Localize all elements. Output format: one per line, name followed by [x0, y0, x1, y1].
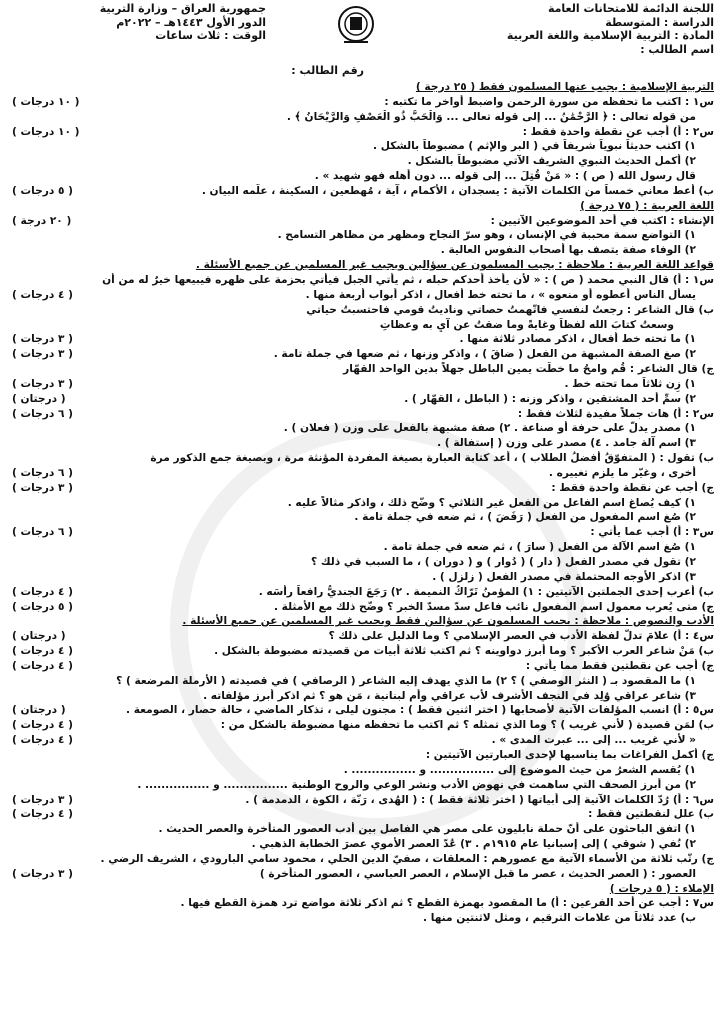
exam-line	[6, 377, 714, 392]
exam-line	[6, 407, 714, 422]
exam-line-text: ب) علل لنقطتين فقط :	[588, 808, 714, 821]
student-number-label: رقم الطالب :	[291, 64, 364, 77]
marks-label: ( ٦ درجات )	[12, 466, 74, 479]
exam-line-text: س٥ : أ) انسب المؤلفات الآتية لأصحابها ( اختر اثنين فقط ) : مجنون ليلى ، تذكار الماضي ، حالة حصار ، الصومعة .	[126, 704, 714, 717]
exam-line-text: ج) أكمل الفراغات بما يناسبها لإحدى العبارتين الآتيتين :	[425, 748, 714, 761]
exam-line	[6, 674, 714, 689]
exam-line-text: ١) ما المقصود بـ ( النثر الوصفي ) ؟ ٢) ما الذي يهدف إليه الشاعر ( الرصافي ) في قصيدته ( الأرملة المرضعة ) ؟	[116, 674, 696, 687]
exam-line-text: يسأل الناس أعطوه أو منعوه » ، ما تحته خط أفعال ، اذكر أبواب أربعة منها .	[305, 288, 696, 301]
exam-line-text: ١) مصدر يدلّ على حرفة أو صناعة . ٢) صفة مشبهة بالفعل على وزن ( فعلان ) .	[283, 422, 696, 435]
exam-line-text: س١ : اكتب ما تحفظه من سورة الرحمن واضبط أواخر ما تكتبه :	[384, 95, 714, 108]
exam-line-text: ب) أعرب إحدى الجملتين الآتيتين : ١) المؤمنُ تَرّاكُ النميمة . ٢) رَجَعَ الجنديُّ رافعاً رأسَه .	[258, 585, 714, 598]
exam-line-text: ٢) صغ الصفة المشبهة من الفعل ( ضاقَ ) ، واذكر وزنها ، ثم ضعها في جملة تامة .	[273, 348, 696, 361]
header-left-line: الوقت : ثلاث ساعات	[155, 29, 266, 42]
exam-line-text: ب) تقول : ( المتفوّقُ أفضلُ الطلاب ) ، أعد كتابة العبارة بصيغة المفردة المؤنثة مرة ، وبصيغة جمع الذكور مرة	[150, 452, 714, 465]
exam-line-text: ٢) من أبرز الصحف التي ساهمت في نهوض الأدب ونشر الوعي والروح الوطنية ................ و ................ .	[137, 778, 696, 791]
exam-line-text: ٢) تقول في مصدر الفعل ( دار ) ( دُوار ) و ( دوران ) ، ما السبب في ذلك ؟	[311, 556, 696, 568]
ministry-emblem-icon	[336, 4, 376, 48]
marks-label: ( ٥ درجات )	[12, 184, 74, 197]
exam-line-text: ١) كيف يُصاغ اسم الفاعل من الفعل غير الثلاثي ؟ وضّح ذلك ، واذكر مثالاً عليه .	[287, 496, 696, 509]
exam-line-text: الأدب والنصوص : ملاحظة : يجيب المسلمون عن سؤالين فقط ويجيب غير المسلمين عن جميع الأسئلة .	[182, 615, 714, 628]
exam-line-text: ١) يُقسم الشعرُ من حيث الموضوع إلى ................ و ................ .	[343, 763, 696, 776]
exam-line	[6, 718, 714, 733]
exam-line-text: س٤ : أ) علامَ تدلّ لفظة الأدب في العصر الإسلامي ؟ وما الدليل على ذلك ؟	[328, 630, 714, 643]
exam-line-text: س٢ : أ) أجب عن نقطة واحدة فقط :	[522, 125, 714, 138]
marks-label: ( ٣ درجات )	[12, 333, 74, 346]
exam-header	[6, 2, 714, 72]
exam-line-text: ١) ما تحته خط أفعال ، اذكر مصادر ثلاثة منها .	[459, 333, 696, 346]
header-left-line: الدور الأول ١٤٤٣هـ – ٢٠٢٢م	[116, 15, 266, 29]
header-right-line: اسم الطالب :	[640, 42, 714, 56]
exam-line	[6, 288, 714, 303]
exam-line-text: ٢) أكمل الحديث النبوي الشريف الآتي مضبوطاً بالشكل .	[407, 155, 696, 168]
exam-body	[6, 80, 714, 926]
exam-line-text: ١) اكتب حديثاً نبوياً شريفاً في ( البر والإثم ) مضبوطاً بالشكل .	[373, 140, 696, 153]
exam-line-text: ٢) نُفي ( شوقي ) إلى إسبانيا عام ١٩١٥م . ٣) عُدّ العصر الأموي عصرَ الخطابة الذهبي .	[251, 838, 696, 851]
exam-line-text: س٢ : أ) هات جملاً مفيدة لثلاث فقط :	[517, 407, 714, 420]
exam-line-text: قال رسول الله ( ص ) : « مَنْ قُتِلَ ... إلى قوله ... دون أهله فهو شهيد » .	[314, 170, 696, 183]
exam-line	[6, 184, 714, 199]
exam-line	[6, 332, 714, 347]
exam-line-text: الإملاء : ( ٥ درجات )	[609, 882, 714, 895]
exam-line	[6, 793, 714, 808]
exam-line	[6, 911, 714, 926]
exam-line-text: اللغة العربية : ( ٧٥ درجة )	[580, 199, 714, 212]
exam-line-text: ج) متى يُعرب معمول اسم المفعول نائب فاعل سدّ مسدّ الخبر ؟ وضّح ذلك مع الأمثلة .	[273, 600, 714, 613]
exam-line	[6, 214, 714, 229]
exam-line	[6, 347, 714, 362]
committee-block	[474, 2, 714, 56]
exam-line	[6, 169, 714, 184]
exam-line-text: ١) صُغ اسم الآلة من الفعل ( سارَ ) ، ثم ضعه في جملة تامة .	[383, 541, 696, 554]
exam-line	[6, 466, 714, 481]
header-left-line: جمهورية العراق – وزارة التربية	[99, 2, 266, 15]
marks-label: ( درجتان )	[12, 630, 66, 643]
exam-line	[6, 125, 714, 140]
marks-label: ( ٦ درجات )	[12, 526, 74, 539]
exam-line	[6, 436, 714, 451]
exam-line-text: س٧ : أجب عن أحد الفرعين : أ) ما المقصود بهمزة القطع ؟ ثم اذكر ثلاثة مواضع ترد همزة القطع فيها .	[180, 897, 714, 910]
header-right-line: الدراسة : المتوسطة	[605, 15, 714, 29]
marks-label: ( درجتان )	[12, 392, 66, 405]
marks-label: ( ٤ درجات )	[12, 719, 74, 732]
marks-label: ( درجتان )	[12, 704, 66, 717]
exam-line	[6, 763, 714, 778]
ministry-block	[36, 2, 266, 43]
marks-label: ( ٤ درجات )	[12, 288, 74, 301]
exam-line	[6, 733, 714, 748]
exam-line-text: من قوله تعالى : ﴿ الرَّحْمَٰنُ ... إلى قوله تعالى ... وَالْحَبُّ ذُو الْعَصْفِ وَالرَّيْحَانُ ﴾ .	[286, 110, 696, 123]
marks-label: ( ٤ درجات )	[12, 734, 74, 747]
exam-line	[6, 154, 714, 169]
exam-line	[6, 95, 714, 110]
marks-label: ( ٥ درجات )	[12, 600, 74, 613]
marks-label: ( ٣ درجات )	[12, 481, 74, 494]
exam-line-text: ب) أعط معاني خمساً من الكلمات الآتية : يسجدان ، الأكمام ، آية ، مُهطعين ، السكينة ، علّمه البيان .	[201, 184, 714, 197]
exam-line-text: ٢) صُغ اسم المفعول من الفعل ( رَفَضَ ) ، ثم ضعه في جملة تامة .	[354, 511, 696, 524]
exam-line-text: ج) أجب عن نقطة واحدة فقط :	[551, 481, 714, 494]
exam-line-text: ٣) اسم آلة جامد . ٤) مصدر على وزن ( إستفالة ) .	[437, 437, 696, 450]
marks-label: ( ٤ درجات )	[12, 659, 74, 672]
exam-line-text: قواعد اللغة العربية : ملاحظة : يجيب المسلمون عن سؤالين ويجيب غير المسلمين عن جميع الأسئلة .	[195, 259, 714, 272]
exam-line	[6, 748, 714, 763]
exam-line-text: ١) التواضع سمة محببة في الإنسان ، وهو سرّ النجاح ومظهر من مظاهر التسامح .	[277, 229, 696, 242]
exam-line	[6, 778, 714, 793]
exam-line-text: « لأني غريب ... إلى ... عبرت المدى » .	[491, 734, 696, 747]
exam-line	[6, 644, 714, 659]
exam-line	[6, 882, 714, 897]
exam-line-text: ج) أجب عن نقطتين فقط مما يأتي :	[525, 659, 714, 672]
exam-line	[6, 540, 714, 555]
exam-line	[6, 659, 714, 674]
exam-line	[6, 570, 714, 585]
student-info	[6, 64, 714, 78]
exam-line-text: ٢) الوفاء صفة يتصف بها أصحاب النفوس العالية .	[440, 244, 696, 257]
exam-line	[6, 258, 714, 273]
exam-line-text: ٣) اذكر الأوجه المحتملة في مصدر الفعل ( زلزل ) .	[432, 570, 696, 583]
exam-line-text: ب) عدد ثلاثاً من علامات الترقيم ، ومثل لاثنتين منها .	[423, 912, 696, 925]
exam-line-text: ج) رتّب ثلاثة من الأسماء الآتية مع عصورهم : المعلقات ، صفيّ الدين الحلي ، محمود سامي البارودي ، الشريف الرضي .	[100, 852, 714, 865]
marks-label: ( ٤ درجات )	[12, 808, 74, 821]
exam-line	[6, 228, 714, 243]
header-right-line: اللجنة الدائمة للامتحانات العامة	[547, 2, 714, 15]
exam-line	[6, 629, 714, 644]
exam-line	[6, 807, 714, 822]
exam-line-text: الإنشاء : اكتب في أحد الموضوعين الآتيين :	[490, 214, 714, 227]
exam-line	[6, 496, 714, 511]
exam-line	[6, 822, 714, 837]
exam-line	[6, 139, 714, 154]
marks-label: ( ٢٠ درجة )	[12, 214, 72, 227]
exam-line-text: أخرى ، وغيّر ما يلزم تغييره .	[548, 466, 696, 479]
exam-line	[6, 852, 714, 867]
exam-line	[6, 600, 714, 615]
exam-line-text: ١) زِن ثلاثاً مما تحته خط .	[564, 377, 696, 390]
exam-line	[6, 837, 714, 852]
exam-line	[6, 318, 714, 333]
exam-line-text: ٣) شاعر عراقي وُلِد في النجف الأشرف لأب عراقي وأم لبنانية ، مَن هو ؟ ثم اذكر أبرز مؤلفاته .	[203, 689, 696, 702]
exam-line-text: ب) لمَن قصيدة ( لأني غريب ) ؟ وما الذي تمثله ؟ ثم اكتب ما تحفظه منها مضبوطة بالشكل من :	[220, 719, 714, 732]
marks-label: ( ١٠ درجات )	[12, 95, 80, 108]
exam-line	[6, 451, 714, 466]
exam-line	[6, 896, 714, 911]
exam-line	[6, 110, 714, 125]
marks-label: ( ٣ درجات )	[12, 377, 74, 390]
exam-line	[6, 362, 714, 377]
exam-line	[6, 481, 714, 496]
marks-label: ( ٣ درجات )	[12, 867, 74, 880]
exam-line	[6, 80, 714, 95]
marks-label: ( ٤ درجات )	[12, 645, 74, 658]
exam-line	[6, 243, 714, 258]
exam-line-text: العصور : ( العصر الحديث ، عصر ما قبل الإسلام ، العصر العباسي ، العصور المتأخرة )	[259, 867, 696, 880]
marks-label: ( ١٠ درجات )	[12, 125, 80, 138]
marks-label: ( ٣ درجات )	[12, 348, 74, 361]
exam-line-text: ب) مَنْ شاعر العرب الأكبر ؟ وما أبرز دواوينه ؟ ثم اكتب ثلاثة أبيات من قصيدته مضبوطة بالشكل .	[214, 645, 714, 658]
exam-line-text: ج) قال الشاعر : قُم وامحُ ما خطّت يمين الباطل جهلاً بدين الواحد القهّار	[343, 363, 714, 376]
exam-line	[6, 273, 714, 288]
marks-label: ( ٦ درجات )	[12, 407, 74, 420]
exam-line	[6, 525, 714, 540]
marks-label: ( ٤ درجات )	[12, 585, 74, 598]
exam-line	[6, 555, 714, 570]
exam-line-text: س٦ : أ) رُدّ الكلمات الآتية إلى أبياتها ( اختر ثلاثة فقط ) : ( الهُدى ، رَنّة ، الكوة ، الدمدمة ) .	[245, 793, 714, 806]
marks-label: ( ٣ درجات )	[12, 793, 74, 806]
exam-line	[6, 689, 714, 704]
exam-line	[6, 303, 714, 318]
exam-line-text: س١ : أ) قال النبي محمد ( ص ) : « لأن يأخذ أحدكم حبله ، ثم يأتي الجبل فيأتي بحزمة على ظهره فيبيعها خيرٌ له من أن	[102, 273, 714, 286]
exam-line-text: س٣ : أ) أجب عما يأتي :	[590, 526, 714, 539]
exam-line	[6, 421, 714, 436]
exam-line-text: وسعتُ كتابَ الله لفظاً وغايةً وما ضقتُ عن آيٍ به وعظاتِ	[379, 318, 674, 331]
exam-line	[6, 392, 714, 407]
exam-line	[6, 199, 714, 214]
exam-line-text: ب) قال الشاعر : رجعتُ لنفسي فاتّهمتُ حصاتي وناديتُ قومي فاحتسبتُ حياتي	[306, 303, 714, 316]
exam-line	[6, 614, 714, 629]
exam-line	[6, 510, 714, 525]
exam-line-text: التربية الإسلامية : يجيب عنها المسلمون فقط ( ٢٥ درجة )	[415, 81, 714, 93]
exam-line	[6, 867, 714, 882]
exam-line	[6, 703, 714, 718]
exam-line	[6, 585, 714, 600]
exam-line-text: ١) اتفق الباحثون على أنّ حملة نابليون على مصر هي الفاصل بين أدب العصور المتأخرة والعصر الحديث .	[158, 823, 696, 836]
exam-line-text: ٢) سمِّ أحد المشتقين ، واذكر وزنه : ( الباطل ، القهّار ) .	[404, 392, 696, 405]
header-right-line: المادة : التربية الإسلامية واللغة العربية	[506, 29, 714, 42]
